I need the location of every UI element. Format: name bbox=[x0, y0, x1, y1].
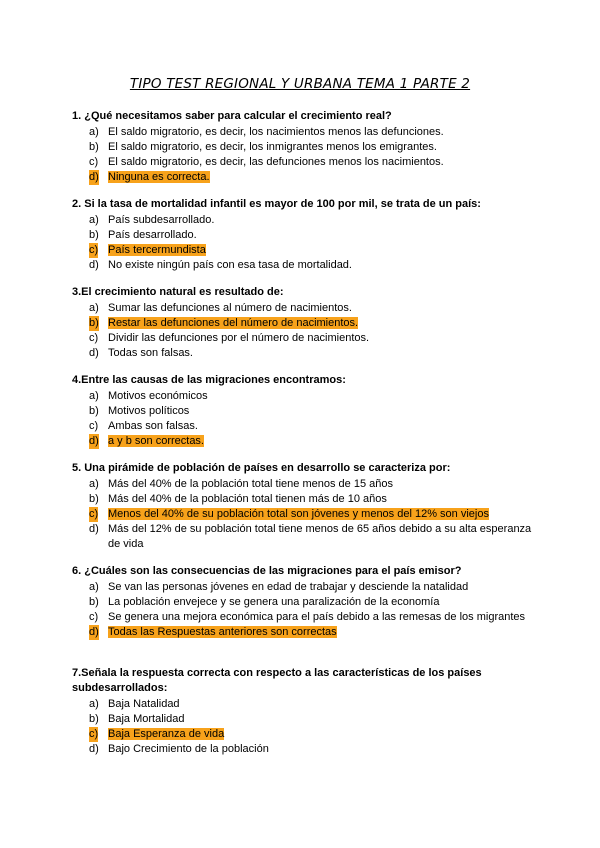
option-b-correct bbox=[72, 316, 532, 331]
option-text: Bajo Crecimiento de la población bbox=[108, 743, 269, 755]
option-label: b) bbox=[89, 596, 99, 608]
option-a bbox=[72, 697, 532, 712]
option-text: Todas las Respuestas anteriores son correctas bbox=[108, 626, 337, 638]
option-label: d) bbox=[89, 171, 99, 183]
question-1 bbox=[72, 109, 532, 185]
page-title: TIPO TEST REGIONAL Y URBANA TEMA 1 PARTE 2 bbox=[129, 76, 471, 92]
option-label: d) bbox=[89, 523, 99, 535]
option-label: b) bbox=[89, 317, 99, 329]
option-c bbox=[72, 419, 532, 434]
option-text: País subdesarrollado. bbox=[108, 214, 215, 226]
question-text: 7.Señala la respuesta correcta con respecto a las características de los países subdesarrollados: bbox=[72, 667, 482, 694]
option-label: b) bbox=[89, 405, 99, 417]
option-c bbox=[72, 331, 532, 346]
option-b bbox=[72, 140, 532, 155]
option-label: b) bbox=[89, 713, 99, 725]
option-label: c) bbox=[89, 728, 99, 740]
option-text: Ambas son falsas. bbox=[108, 420, 198, 432]
option-a bbox=[72, 389, 532, 404]
option-label: c) bbox=[89, 244, 99, 256]
option-text: El saldo migratorio, es decir, las defunciones menos los nacimientos. bbox=[108, 156, 444, 168]
option-text: a y b son correctas. bbox=[108, 435, 204, 447]
option-d bbox=[72, 258, 532, 273]
option-label: a) bbox=[89, 214, 99, 226]
option-text: Motivos políticos bbox=[108, 405, 190, 417]
question-text: 1. ¿Qué necesitamos saber para calcular el crecimiento real? bbox=[72, 110, 392, 122]
option-text: Restar las defunciones del número de nacimientos. bbox=[108, 317, 359, 329]
option-text: No existe ningún país con esa tasa de mortalidad. bbox=[108, 259, 352, 271]
question-5 bbox=[72, 461, 532, 552]
question-2 bbox=[72, 197, 532, 273]
option-d bbox=[72, 522, 532, 552]
option-text: Baja Mortalidad bbox=[108, 713, 185, 725]
option-text: Todas son falsas. bbox=[108, 347, 193, 359]
option-text: Baja Esperanza de vida bbox=[108, 728, 225, 740]
option-text: Más del 40% de la población total tiene menos de 15 años bbox=[108, 478, 393, 490]
option-label: a) bbox=[89, 581, 99, 593]
option-label: c) bbox=[89, 420, 99, 432]
question-text: 5. Una pirámide de población de países en desarrollo se caracteriza por: bbox=[72, 462, 451, 474]
option-b bbox=[72, 492, 532, 507]
question-text: 2. Si la tasa de mortalidad infantil es mayor de 100 por mil, se trata de un país: bbox=[72, 198, 481, 210]
option-b bbox=[72, 595, 532, 610]
option-label: a) bbox=[89, 478, 99, 490]
option-a bbox=[72, 580, 532, 595]
option-label: d) bbox=[89, 347, 99, 359]
option-a bbox=[72, 125, 532, 140]
option-label: d) bbox=[89, 743, 99, 755]
option-text: Motivos económicos bbox=[108, 390, 208, 402]
option-c-correct bbox=[72, 727, 532, 742]
question-text: 4.Entre las causas de las migraciones encontramos: bbox=[72, 374, 346, 386]
option-label: a) bbox=[89, 390, 99, 402]
option-label: d) bbox=[89, 259, 99, 271]
option-text: Baja Natalidad bbox=[108, 698, 180, 710]
option-d bbox=[72, 346, 532, 361]
option-label: b) bbox=[89, 493, 99, 505]
question-text: 3.El crecimiento natural es resultado de: bbox=[72, 286, 284, 298]
option-c bbox=[72, 610, 532, 625]
option-d-correct bbox=[72, 625, 532, 640]
option-text: Sumar las defunciones al número de nacimientos. bbox=[108, 302, 352, 314]
option-d-correct bbox=[72, 434, 532, 449]
option-c-correct bbox=[72, 507, 532, 522]
option-text: Más del 12% de su población total tiene menos de 65 años debido a su alta esperanza de vida bbox=[108, 523, 532, 550]
option-label: d) bbox=[89, 626, 99, 638]
option-a bbox=[72, 301, 532, 316]
option-label: c) bbox=[89, 611, 99, 623]
option-text: Se genera una mejora económica para el país debido a las remesas de los migrantes bbox=[108, 611, 526, 623]
option-label: a) bbox=[89, 126, 99, 138]
option-label: c) bbox=[89, 156, 99, 168]
question-7 bbox=[72, 666, 532, 757]
option-d-correct bbox=[72, 170, 532, 185]
option-b bbox=[72, 712, 532, 727]
option-text: La población envejece y se genera una paralización de la economía bbox=[108, 596, 440, 608]
option-text: El saldo migratorio, es decir, los inmigrantes menos los emigrantes. bbox=[108, 141, 437, 153]
option-text: El saldo migratorio, es decir, los nacimientos menos las defunciones. bbox=[108, 126, 444, 138]
option-label: c) bbox=[89, 332, 99, 344]
option-text: Ninguna es correcta. bbox=[108, 171, 210, 183]
option-label: c) bbox=[89, 508, 99, 520]
option-a bbox=[72, 477, 532, 492]
option-label: b) bbox=[89, 229, 99, 241]
question-6 bbox=[72, 564, 532, 640]
option-c-correct bbox=[72, 243, 532, 258]
question-4 bbox=[72, 373, 532, 449]
option-text: Dividir las defunciones por el número de nacimientos. bbox=[108, 332, 370, 344]
option-label: a) bbox=[89, 698, 99, 710]
option-c bbox=[72, 155, 532, 170]
option-b bbox=[72, 404, 532, 419]
option-label: d) bbox=[89, 435, 99, 447]
option-b bbox=[72, 228, 532, 243]
question-3 bbox=[72, 285, 532, 361]
option-label: b) bbox=[89, 141, 99, 153]
option-text: País tercermundista bbox=[108, 244, 206, 256]
option-label: a) bbox=[89, 302, 99, 314]
option-a bbox=[72, 213, 532, 228]
option-text: Más del 40% de la población total tienen más de 10 años bbox=[108, 493, 387, 505]
option-text: Se van las personas jóvenes en edad de trabajar y desciende la natalidad bbox=[108, 581, 469, 593]
question-text: 6. ¿Cuáles son las consecuencias de las migraciones para el país emisor? bbox=[72, 565, 462, 577]
option-text: País desarrollado. bbox=[108, 229, 197, 241]
option-text: Menos del 40% de su población total son jóvenes y menos del 12% son viejos bbox=[108, 508, 489, 520]
option-d bbox=[72, 742, 532, 757]
